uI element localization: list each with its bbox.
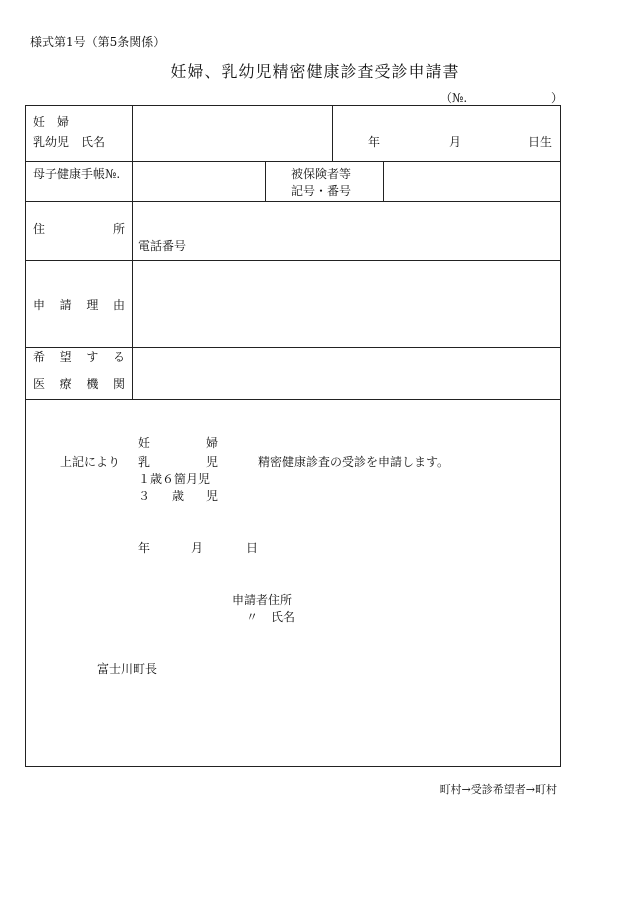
applicant-address-label: 申請者住所 — [232, 593, 293, 607]
hospital-label-line2: 医 療 機 関 — [33, 377, 125, 391]
name-label-line1: 妊 婦 — [33, 115, 70, 129]
subject-option-infant: 乳 児 — [138, 455, 218, 469]
applicant-name-label: 氏名 — [271, 610, 296, 624]
reason-label: 申 請 理 由 — [33, 298, 125, 312]
date-month-label: 月 — [191, 541, 204, 555]
insured-number-input[interactable] — [384, 162, 561, 201]
row-divider — [25, 399, 561, 400]
subject-option-pregnant: 妊 婦 — [138, 436, 218, 450]
birth-month-label: 月 — [449, 135, 462, 149]
date-year-label: 年 — [138, 541, 151, 555]
subject-option-18month: １歳６箇月児 — [138, 472, 211, 486]
number-label: （№. — [440, 91, 468, 105]
form-number: 様式第1号（第5条関係） — [30, 35, 166, 49]
insured-label-line1: 被保険者等 — [291, 167, 352, 181]
page-title: 妊婦、乳幼児精密健康診査受診申請書 — [170, 62, 460, 81]
name-label-line2: 乳幼児 氏名 — [33, 135, 106, 149]
name-input[interactable] — [133, 106, 332, 161]
insured-label-line2: 記号・番号 — [291, 184, 352, 198]
hospital-input[interactable] — [133, 348, 561, 399]
birth-day-label: 日生 — [528, 135, 553, 149]
reason-input[interactable] — [133, 261, 561, 347]
hospital-label-line1: 希 望 す る — [33, 350, 125, 364]
handbook-number-input[interactable] — [133, 162, 265, 201]
address-label: 住 所 — [33, 222, 125, 236]
routing-note: 町村→受診希望者→町村 — [439, 783, 557, 796]
address-input[interactable] — [133, 202, 561, 260]
declaration-prefix: 上記により — [60, 455, 121, 469]
declaration-statement: 精密健康診査の受診を申請します。 — [258, 455, 450, 469]
column-divider — [265, 161, 266, 201]
ditto-mark: 〃 — [246, 610, 259, 624]
birth-year-label: 年 — [368, 135, 381, 149]
phone-label: 電話番号 — [138, 239, 187, 253]
date-day-label: 日 — [246, 541, 259, 555]
recipient-label: 富士川町長 — [97, 662, 158, 676]
number-close: ） — [551, 91, 564, 105]
subject-option-3year: ３ 歳 児 — [138, 489, 218, 503]
handbook-label: 母子健康手帳№. — [33, 167, 121, 181]
